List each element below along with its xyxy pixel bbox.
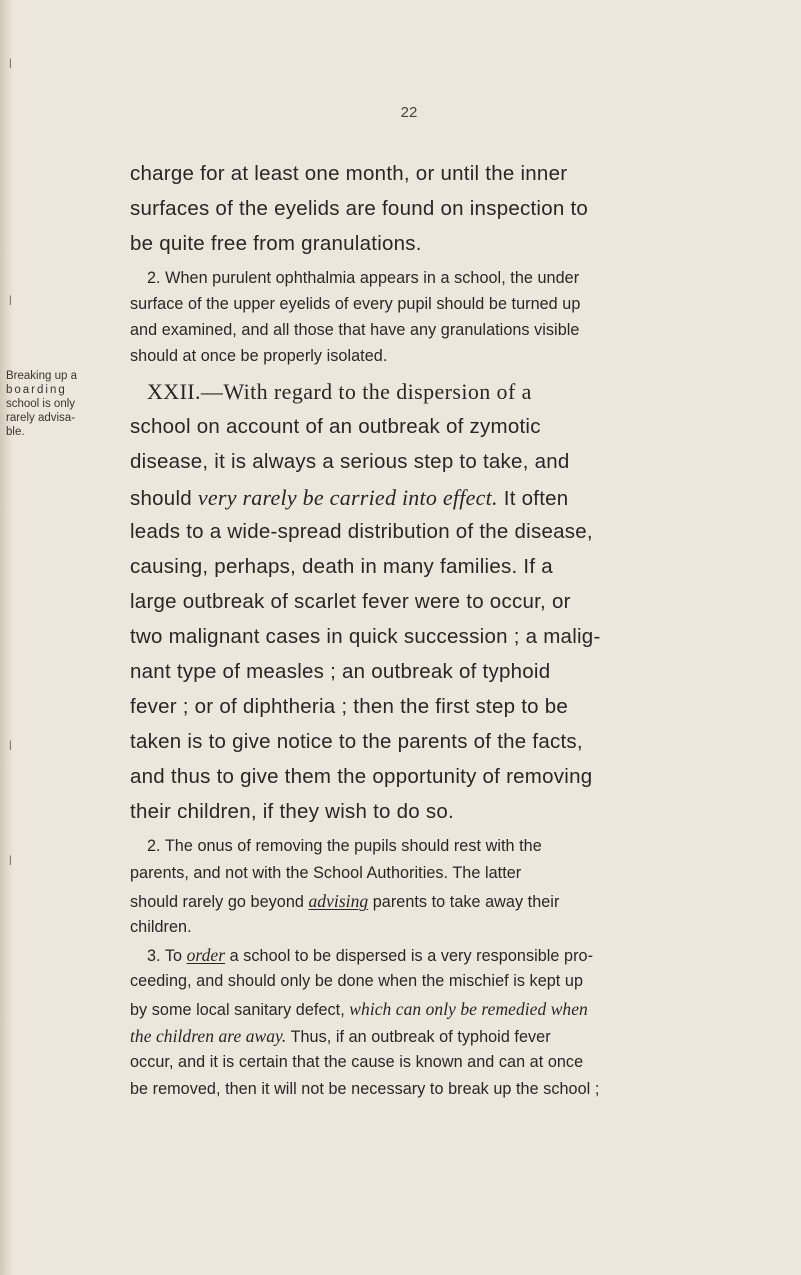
body-line: taken is to give notice to the parents of the facts, bbox=[130, 730, 583, 753]
margin-note-line: ble. bbox=[6, 426, 25, 438]
text-run: should rarely go beyond bbox=[130, 893, 309, 911]
body-line bbox=[130, 485, 568, 511]
body-line: children. bbox=[130, 918, 192, 936]
margin-mark: | bbox=[9, 740, 12, 751]
emphasis: the children are away. bbox=[130, 1026, 287, 1046]
body-line: their children, if they wish to do so. bbox=[130, 800, 454, 823]
body-line: charge for at least one month, or until the inner bbox=[130, 162, 568, 185]
underlined-text: advising bbox=[308, 891, 369, 911]
margin-mark: | bbox=[9, 58, 12, 69]
margin-note-line: school is only bbox=[6, 398, 76, 410]
body-line: causing, perhaps, death in many families. If a bbox=[130, 555, 553, 578]
body-line: should at once be properly isolated. bbox=[130, 347, 388, 365]
text-run: by some local sanitary defect, bbox=[130, 1001, 350, 1019]
body-line: large outbreak of scarlet fever were to occur, or bbox=[130, 590, 571, 613]
underlined-text: order bbox=[186, 945, 226, 965]
body-line: leads to a wide-spread distribution of the disease, bbox=[130, 520, 593, 543]
margin-mark: | bbox=[9, 295, 12, 306]
body-line: occur, and it is certain that the cause is known and can at once bbox=[130, 1053, 584, 1071]
body-line: two malignant cases in quick succession ; a malig- bbox=[130, 625, 601, 648]
body-line: be removed, then it will not be necessary to break up the school ; bbox=[130, 1080, 600, 1098]
body-line: 2. The onus of removing the pupils should rest with the bbox=[147, 837, 542, 855]
body-line: surface of the upper eyelids of every pupil should be turned up bbox=[130, 295, 581, 313]
text-run: Thus, if an outbreak of typhoid fever bbox=[286, 1028, 551, 1046]
body-line: and examined, and all those that have any granulations visible bbox=[130, 321, 580, 339]
body-line: and thus to give them the opportunity of removing bbox=[130, 765, 593, 788]
text-run: a school to be dispersed is a very responsible pro- bbox=[225, 947, 594, 965]
body-line bbox=[147, 945, 593, 966]
emphasis: which can only be remedied when bbox=[349, 999, 588, 1019]
margin-mark: | bbox=[9, 855, 12, 866]
section-heading-line: XXII.—With regard to the dispersion of a bbox=[147, 379, 532, 404]
body-line: fever ; or of diphtheria ; then the first step to be bbox=[130, 695, 569, 718]
text-run: should bbox=[130, 487, 198, 510]
body-line: disease, it is always a serious step to take, and bbox=[130, 450, 570, 473]
margin-note-line: Breaking up a bbox=[6, 370, 77, 382]
text-run: It often bbox=[497, 487, 569, 510]
emphasis bbox=[187, 945, 226, 965]
margin-note-line: rarely advisa- bbox=[6, 412, 76, 424]
body-line: nant type of measles ; an outbreak of typhoid bbox=[130, 660, 551, 683]
body-line: school on account of an outbreak of zymotic bbox=[130, 415, 541, 438]
body-line: 2. When purulent ophthalmia appears in a school, the under bbox=[147, 269, 580, 287]
margin-note-line: boarding bbox=[6, 384, 67, 396]
body-line bbox=[130, 891, 559, 912]
emphasis: very rarely be carried into effect. bbox=[197, 485, 498, 510]
body-line bbox=[130, 999, 588, 1020]
body-line bbox=[130, 1026, 551, 1047]
body-line: parents, and not with the School Authorities. The latter bbox=[130, 864, 522, 882]
emphasis bbox=[308, 891, 368, 911]
text-run: parents to take away their bbox=[368, 893, 560, 911]
body-line: surfaces of the eyelids are found on inspection to bbox=[130, 197, 589, 220]
body-line: ceeding, and should only be done when the mischief is kept up bbox=[130, 972, 584, 990]
text-run: 3. To bbox=[147, 947, 187, 965]
body-line: be quite free from granulations. bbox=[130, 232, 422, 255]
page-number: 22 bbox=[400, 104, 418, 121]
